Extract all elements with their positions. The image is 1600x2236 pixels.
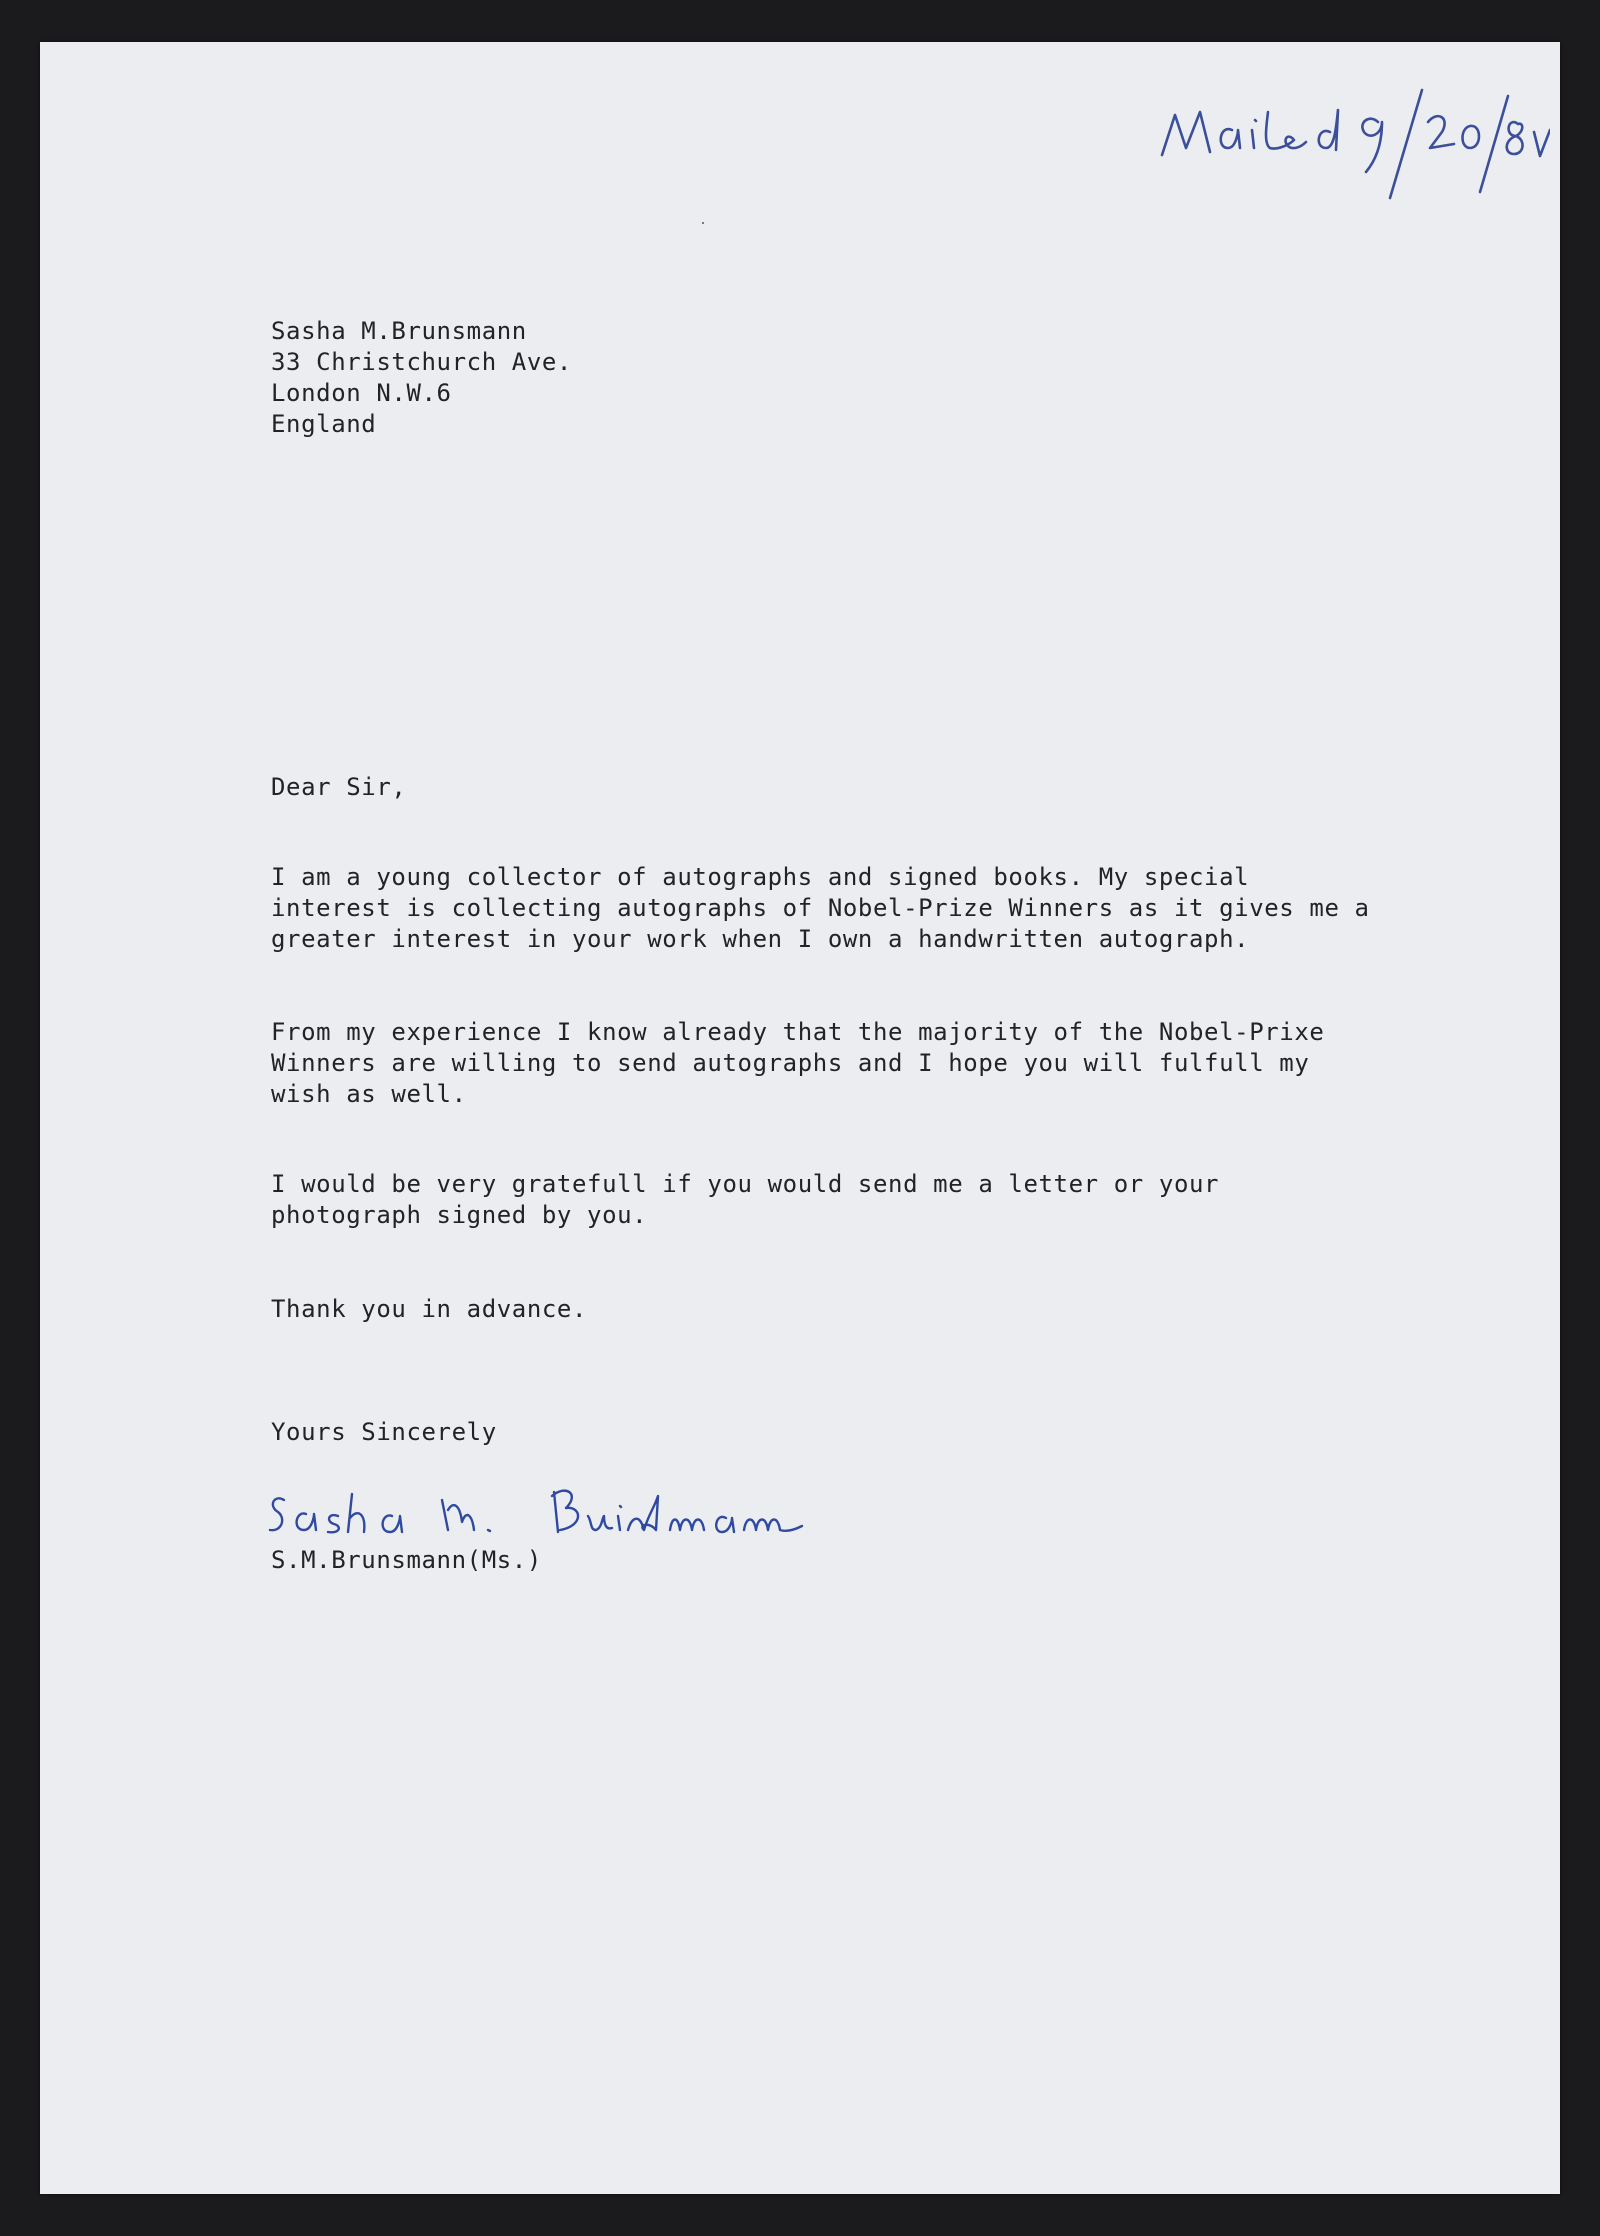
sender-country: England (271, 410, 377, 438)
salutation: Dear Sir, (271, 773, 407, 801)
letter-page (40, 42, 1560, 2194)
paragraph-line: Winners are willing to send autographs and I hope you will fulfull my (271, 1049, 1310, 1077)
body-paragraph-1 (271, 862, 1370, 955)
sender-street: 33 Christchurch Ave. (271, 348, 572, 376)
body-paragraph-4 (271, 1294, 587, 1325)
sender-address-block (271, 316, 572, 440)
paragraph-line: greater interest in your work when I own a handwritten autograph. (271, 925, 1250, 953)
paragraph-line: I am a young collector of autographs and signed books. My special (271, 863, 1250, 891)
paper-speck (702, 222, 704, 224)
paragraph-line: Thank you in advance. (271, 1295, 588, 1323)
paragraph-line: From my experience I know already that the majority of the Nobel-Prixe (271, 1018, 1325, 1046)
sender-name: Sasha M.Brunsmann (271, 317, 527, 345)
sender-city: London N.W.6 (271, 379, 452, 407)
paragraph-line: wish as well. (271, 1080, 467, 1108)
handwritten-signature (262, 1470, 832, 1550)
mailed-date-annotation (1120, 60, 1550, 210)
body-paragraph-2 (271, 1017, 1324, 1110)
closing: Yours Sincerely (271, 1418, 497, 1446)
body-paragraph-3 (271, 1169, 1219, 1231)
paragraph-line: I would be very gratefull if you would send me a letter or your (271, 1170, 1220, 1198)
paragraph-line: interest is collecting autographs of Nobel-Prize Winners as it gives me a (271, 894, 1370, 922)
typed-signature-name: S.M.Brunsmann(Ms.) (271, 1546, 542, 1574)
paragraph-line: photograph signed by you. (271, 1201, 648, 1229)
